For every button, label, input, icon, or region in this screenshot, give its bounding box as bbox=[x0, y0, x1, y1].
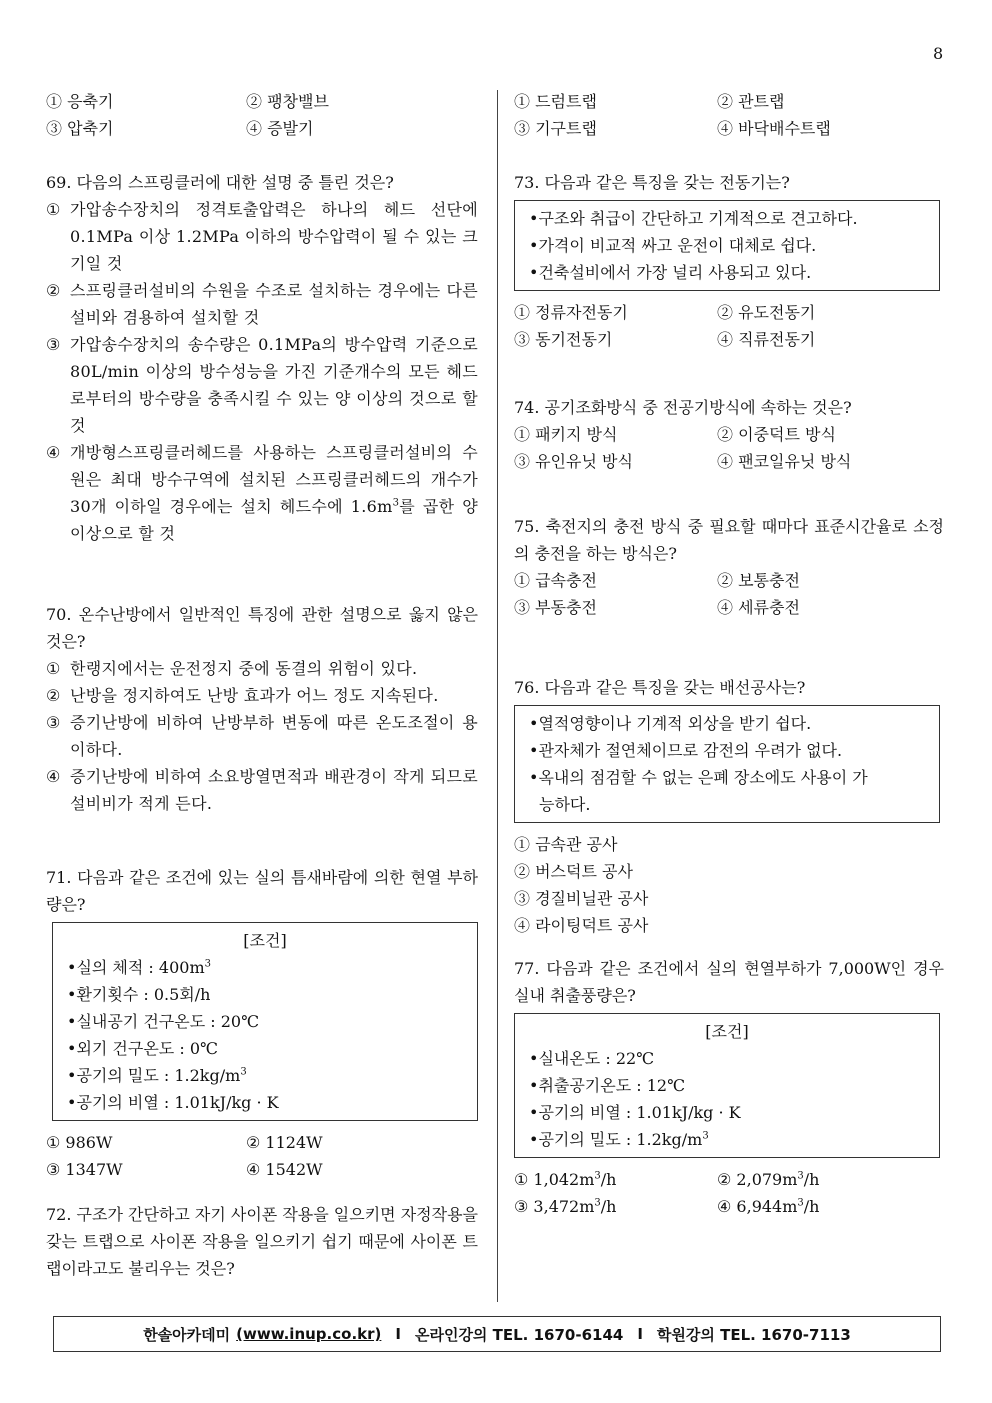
footer-separator: I bbox=[395, 1325, 401, 1343]
q77-title: 77. 다음과 같은 조건에서 실의 현열부하가 7,000W인 경우 실내 취출풍량은? bbox=[514, 959, 944, 1005]
question-69 bbox=[46, 169, 478, 547]
q70-title: 70. 온수난방에서 일반적인 특징에 관한 설명으로 옳지 않은 것은? bbox=[46, 605, 478, 651]
q69-item-4: ④ 개방형스프링클러헤드를 사용하는 스프링클러설비의 수원은 최대 방수구역에 설치된 스프링클러헤드의 개수가 30개 이하일 경우에는 설치 헤드수에 $1.6m^3$를 곱한 양 이상으로 할 것 bbox=[46, 443, 479, 543]
q72-option-3: ③ 기구트랩 bbox=[514, 119, 597, 138]
q75-option-1: ① 급속충전 bbox=[514, 571, 597, 590]
q71-option-1: ① 986W bbox=[46, 1133, 113, 1152]
q76-option-4: ④ 라이팅덕트 공사 bbox=[514, 916, 649, 935]
question-73 bbox=[514, 169, 944, 353]
question-74 bbox=[514, 394, 944, 475]
q76-features-box: •열적영향이나 기계적 외상을 받기 쉽다. •관자체가 절연체이므로 감전의 우려가 없다. •옥내의 점검할 수 없는 은폐 장소에도 사용이 가 능하다. bbox=[514, 705, 940, 823]
q74-option-2: ② 이중덕트 방식 bbox=[717, 425, 836, 444]
q75-title: 75. 축전지의 충전 방식 중 필요할 때마다 표준시간율로 소정의 충전을 하는 방식은? bbox=[514, 517, 944, 563]
q76-option-3: ③ 경질비닐관 공사 bbox=[514, 889, 649, 908]
question-76 bbox=[514, 674, 944, 939]
q77-option-3: ③ $3,472m^3/h$ bbox=[514, 1197, 617, 1216]
academy-url-link[interactable]: (www.inup.co.kr) bbox=[236, 1325, 382, 1343]
q74-option-3: ③ 유인유닛 방식 bbox=[514, 452, 633, 471]
q77-box-title: [조건] bbox=[705, 1022, 749, 1041]
column-divider bbox=[497, 90, 498, 1302]
q76-options bbox=[514, 831, 944, 939]
footer-separator: I bbox=[637, 1325, 643, 1343]
q69-title: 69. 다음의 스프링클러에 대한 설명 중 틀린 것은? bbox=[46, 173, 394, 192]
q76-option-1: ① 금속관 공사 bbox=[514, 835, 618, 854]
q68-option-1: ① 응축기 bbox=[46, 92, 114, 111]
q72-options bbox=[514, 88, 944, 142]
q72-title: 72. 구조가 간단하고 자기 사이폰 작용을 일으키면 자정작용을 갖는 트랩으로 사이폰 작용을 일으키기 쉽기 때문에 사이폰 트랩이라고도 불리우는 것은? bbox=[46, 1205, 478, 1278]
academy-name: 한솔아카데미 bbox=[143, 1325, 231, 1344]
q71-options bbox=[46, 1129, 478, 1183]
q71-condition: •공기의 밀도 : $1.2kg/m^3$ bbox=[67, 1066, 247, 1085]
q72-option-2: ② 관트랩 bbox=[717, 92, 785, 111]
q77-option-2: ② $2,079m^3/h$ bbox=[717, 1170, 820, 1189]
q77-condition: •공기의 밀도 : $1.2kg/m^3$ bbox=[529, 1130, 709, 1149]
q71-option-3: ③ 1347W bbox=[46, 1160, 123, 1179]
q73-options bbox=[514, 299, 944, 353]
q73-option-2: ② 유도전동기 bbox=[717, 303, 816, 322]
q75-option-3: ③ 부동충전 bbox=[514, 598, 597, 617]
question-71 bbox=[46, 864, 478, 1183]
q68-options bbox=[46, 88, 478, 142]
left-column bbox=[46, 88, 478, 1282]
q71-condition: •환기횟수 : 0.5회/h bbox=[67, 985, 211, 1004]
q73-title: 73. 다음과 같은 특징을 갖는 전동기는? bbox=[514, 173, 790, 192]
q77-option-4: ④ $6,944m^3/h$ bbox=[717, 1197, 820, 1216]
q69-item-1: ① 가압송수장치의 정격토출압력은 하나의 헤드 선단에 0.1MPa 이상 1.2MPa 이하의 방수압력이 될 수 있는 크기일 것 bbox=[46, 200, 478, 273]
q68-option-3: ③ 압축기 bbox=[46, 119, 114, 138]
q71-condition: •공기의 비열 : 1.01kJ/kg · K bbox=[67, 1093, 279, 1112]
page-number: 8 bbox=[933, 44, 944, 63]
question-75 bbox=[514, 513, 944, 621]
q71-condition: •외기 건구온도 : 0℃ bbox=[67, 1039, 218, 1058]
q73-option-1: ① 정류자전동기 bbox=[514, 303, 628, 322]
question-77 bbox=[514, 955, 944, 1220]
q74-option-1: ① 패키지 방식 bbox=[514, 425, 618, 444]
q71-conditions-box bbox=[52, 922, 478, 1121]
q74-title: 74. 공기조화방식 중 전공기방식에 속하는 것은? bbox=[514, 398, 852, 417]
q71-title: 71. 다음과 같은 조건에 있는 실의 틈새바람에 의한 현열 부하량은? bbox=[46, 868, 478, 914]
q70-item-4: ④ 증기난방에 비하여 소요방열면적과 배관경이 작게 되므로 설비비가 적게 든다. bbox=[46, 767, 478, 813]
q70-item-2: ② 난방을 정지하여도 난방 효과가 어느 정도 지속된다. bbox=[46, 686, 439, 705]
q75-option-4: ④ 세류충전 bbox=[717, 598, 800, 617]
q69-item-3: ③ 가압송수장치의 송수량은 0.1MPa의 방수압력 기준으로 80L/min 이상의 방수성능을 가진 기준개수의 모든 헤드로부터의 방수량을 충족시킬 수 있는 양 이상의 것으로 할 것 bbox=[46, 335, 478, 435]
q75-options bbox=[514, 567, 944, 621]
online-lecture-phone: 온라인강의 TEL. 1670-6144 bbox=[414, 1325, 624, 1344]
q70-item-3: ③ 증기난방에 비하여 난방부하 변동에 따른 온도조절이 용이하다. bbox=[46, 713, 478, 759]
q71-condition: •실내공기 건구온도 : 20℃ bbox=[67, 1012, 259, 1031]
q77-conditions-box bbox=[514, 1013, 940, 1158]
question-72 bbox=[46, 1201, 478, 1282]
q77-options bbox=[514, 1166, 944, 1220]
q71-condition: •실의 체적 : $400m^3$ bbox=[67, 958, 211, 977]
q70-item-1: ① 한랭지에서는 운전정지 중에 동결의 위험이 있다. bbox=[46, 659, 418, 678]
question-70 bbox=[46, 601, 478, 817]
q71-box-title: [조건] bbox=[243, 931, 287, 950]
q77-condition: •취출공기온도 : 12℃ bbox=[529, 1076, 685, 1095]
q77-condition: •실내온도 : 22℃ bbox=[529, 1049, 655, 1068]
offline-lecture-phone: 학원강의 TEL. 1670-7113 bbox=[656, 1325, 851, 1344]
q74-option-4: ④ 팬코일유닛 방식 bbox=[717, 452, 852, 471]
q73-option-4: ④ 직류전동기 bbox=[717, 330, 816, 349]
q68-option-4: ④ 증발기 bbox=[246, 119, 314, 138]
q73-option-3: ③ 동기전동기 bbox=[514, 330, 613, 349]
q69-item-2: ② 스프링클러설비의 수원을 수조로 설치하는 경우에는 다른 설비와 겸용하여 설치할 것 bbox=[46, 281, 478, 327]
q77-condition: •공기의 비열 : 1.01kJ/kg · K bbox=[529, 1103, 741, 1122]
q73-features-box: •구조와 취급이 간단하고 기계적으로 견고하다. •가격이 비교적 싸고 운전이 대체로 쉽다. •건축설비에서 가장 널리 사용되고 있다. bbox=[514, 200, 940, 291]
q72-option-4: ④ 바닥배수트랩 bbox=[717, 119, 831, 138]
q71-option-4: ④ 1542W bbox=[246, 1160, 323, 1179]
q76-option-2: ② 버스덕트 공사 bbox=[514, 862, 633, 881]
footer-banner bbox=[53, 1316, 941, 1352]
q71-option-2: ② 1124W bbox=[246, 1133, 323, 1152]
q75-option-2: ② 보통충전 bbox=[717, 571, 800, 590]
q76-title: 76. 다음과 같은 특징을 갖는 배선공사는? bbox=[514, 678, 806, 697]
q74-options bbox=[514, 421, 944, 475]
q68-option-2: ② 팽창밸브 bbox=[246, 92, 329, 111]
right-column bbox=[514, 88, 944, 1220]
q72-option-1: ① 드럼트랩 bbox=[514, 92, 597, 111]
q77-option-1: ① $1,042m^3/h$ bbox=[514, 1170, 617, 1189]
